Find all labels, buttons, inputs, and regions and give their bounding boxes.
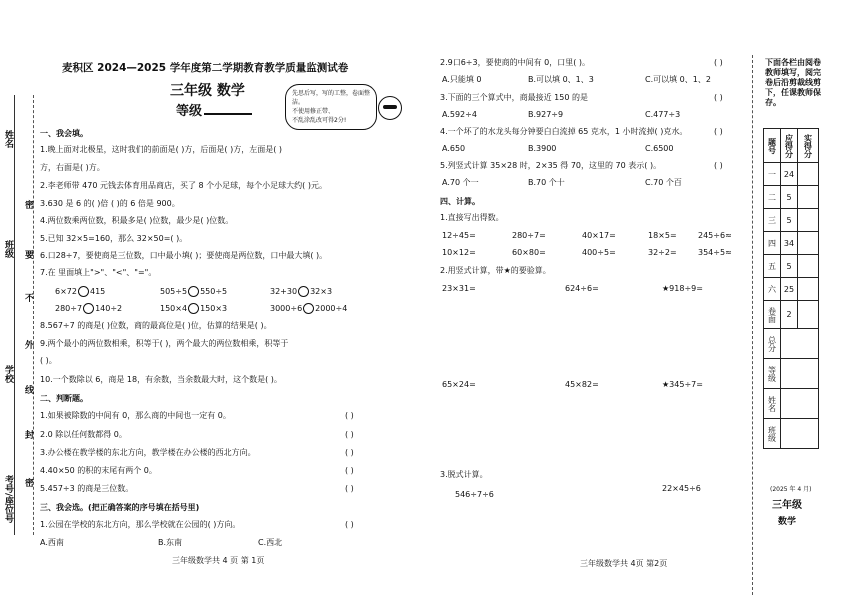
section-4-heading: 四、计算。 (440, 197, 480, 206)
score-row-no: 五 (764, 255, 781, 278)
seal-word: 密 (23, 200, 33, 209)
compare-item: 6×72 415 (55, 287, 106, 296)
question-5: 5.已知 32×5=160，那么 32×50=( )。 (40, 234, 188, 243)
direct-item: 32÷2= (648, 248, 677, 257)
section-1-heading: 一、我会填。 (40, 129, 88, 138)
choice-option: A.西南 (40, 538, 64, 547)
choice-paren: ( ) (345, 520, 354, 529)
judge-paren: ( ) (345, 448, 354, 457)
choice-option: B.3900 (528, 144, 557, 153)
question-8: 8.567÷7 的商是( )位数，商的最高位是( )位，估算的结果是( )。 (40, 321, 272, 330)
direct-item: 10×12= (442, 248, 476, 257)
choice-5: 5.列竖式计算 35×28 时，2×35 得 70，这里的 70 表示( )。 (440, 161, 662, 170)
choice-option: B.可以填 0、1、3 (528, 75, 594, 84)
step-item: 546÷7÷6 (455, 490, 494, 499)
score-header: 题号 (764, 129, 781, 163)
question-7: 7.在 里面填上">"、"<"、"="。 (40, 268, 157, 277)
direct-item: 400÷5= (582, 248, 616, 257)
student-class-value[interactable] (781, 419, 819, 449)
page-2-footer: 三年级数学共 4页 第2页 (580, 559, 668, 568)
school-label: 学校 (3, 365, 13, 383)
exam-title: 麦积区 2024—2025 学年度第二学期教育教学质量监测试卷 (62, 62, 349, 74)
vertical-calc-heading: 2.用竖式计算，带★的要验算。 (440, 266, 551, 275)
question-6: 6.口28÷7，要使商是三位数，口中最小填( )；要使商是两位数，口中最大填( )。 (40, 251, 328, 260)
compare-item: 3000÷6 2000÷4 (270, 304, 348, 313)
seal-word: 外 (23, 340, 33, 349)
choice-option: C.可以填 0、1、2 (645, 75, 711, 84)
question-4: 4.两位数乘两位数，积最多是( )位数，最少是( )位数。 (40, 216, 234, 225)
choice-3: 3.下面的三个算式中，商最接近 150 的是 (440, 93, 588, 102)
exam-date: (2025 年 4 月) (770, 486, 812, 493)
binding-rule-outer (14, 95, 15, 535)
question-1: 1.晚上面对北极星，这时我们的前面是( )方，后面是( )方，左面是( ) (40, 145, 282, 154)
choice-4: 4.一个坏了的水龙头每分钟要白白流掉 65 克水，1 小时流掉( )克水。 (440, 127, 688, 136)
reminder-line: 先思后写，写的工整，卷面整洁。 (292, 90, 371, 106)
question-1-cont: 方，右面是( )方。 (40, 163, 105, 172)
score-header: 实得分 (798, 129, 819, 163)
judge-item: 4.40×50 的积的末尾有两个 0。 (40, 466, 157, 475)
grade-label: 等级 (176, 100, 252, 119)
score-row-no: 一 (764, 163, 781, 186)
judge-item: 1.如果被除数的中间有 0，那么商的中间也一定有 0。 (40, 411, 231, 420)
score-row-points: 24 (781, 163, 798, 186)
choice-option: A.70 个一 (442, 178, 479, 187)
score-row-points: 5 (781, 209, 798, 232)
choice-paren: ( ) (714, 161, 723, 170)
choice-option: A.650 (442, 144, 466, 153)
question-3: 3.630 是 6 的( )倍 ( )的 6 倍是 900。 (40, 199, 180, 208)
student-class-label: 班级 (764, 419, 781, 449)
exam-no-label: 考号/座位号 (3, 475, 13, 524)
section-3-heading: 三、我会选。(把正确答案的序号填在括号里) (40, 503, 200, 512)
vertical-item: 45×82= (565, 380, 599, 389)
choice-option: A.592÷4 (442, 110, 477, 119)
score-row-earned[interactable] (798, 255, 819, 278)
compare-item: 150×4 150×3 (160, 304, 228, 313)
direct-item: 354÷5≈ (698, 248, 732, 257)
page-1-footer: 三年级数学共 4 页 第 1页 (172, 556, 265, 565)
direct-item: 12÷45= (442, 231, 476, 240)
score-row-earned[interactable] (798, 186, 819, 209)
compare-item: 505÷5 550÷5 (160, 287, 228, 296)
choice-option: C.6500 (645, 144, 674, 153)
judge-paren: ( ) (345, 484, 354, 493)
choice-paren: ( ) (714, 127, 723, 136)
level-label: 等级 (764, 359, 781, 389)
choice-option: B.70 个十 (528, 178, 565, 187)
reminder-bubble (285, 84, 377, 130)
choice-paren: ( ) (714, 93, 723, 102)
section-2-heading: 二、判断题。 (40, 394, 88, 403)
question-9-cont: ( )。 (40, 356, 57, 365)
score-table (763, 128, 819, 449)
direct-item: 40×17= (582, 231, 616, 240)
seal-word: 不 (23, 293, 33, 302)
score-row-points: 5 (781, 186, 798, 209)
class-label: 班级 (3, 240, 13, 258)
choice-option: A.只能填 0 (442, 75, 482, 84)
judge-item: 5.457÷3 的商是三位数。 (40, 484, 134, 493)
subject-title: 三年级 数学 (170, 83, 245, 99)
choice-paren: ( ) (714, 58, 723, 67)
student-name-value[interactable] (781, 389, 819, 419)
vertical-item: 23×31= (442, 284, 476, 293)
seal-word: 线 (23, 385, 33, 394)
question-2: 2.李老师带 470 元钱去体育用品商店，买了 8 个小足球，每个小足球大约( )元。 (40, 181, 327, 190)
score-row-earned[interactable] (798, 209, 819, 232)
compare-item: 280÷7 140÷2 (55, 304, 123, 313)
vertical-item: ★345÷7= (662, 380, 703, 389)
vertical-item: 624÷6= (565, 284, 599, 293)
score-row-no: 六 (764, 278, 781, 301)
judge-paren: ( ) (345, 430, 354, 439)
choice-option: C.西北 (258, 538, 283, 547)
side-grade: 三年级 (772, 500, 802, 511)
score-row-no: 三 (764, 209, 781, 232)
mascot-icon (378, 96, 402, 120)
name-label: 姓名 (3, 130, 13, 148)
direct-item: 18×5= (648, 231, 677, 240)
score-row-points: 2 (781, 301, 798, 329)
score-row-points: 25 (781, 278, 798, 301)
score-row-no: 卷面 (764, 301, 781, 329)
judge-paren: ( ) (345, 466, 354, 475)
judge-item: 3.办公楼在教学楼的东北方向，教学楼在办公楼的西北方向。 (40, 448, 256, 457)
choice-option: C.70 个百 (645, 178, 682, 187)
seal-word: 封 (23, 430, 33, 439)
student-name-label: 姓名 (764, 389, 781, 419)
direct-item: 60×80= (512, 248, 546, 257)
choice-1: 1.公园在学校的东北方向，那么学校就在公园的( )方向。 (40, 520, 241, 529)
question-9: 9.两个最小的两位数相乘，积等于( )，两个最大的两位数相乘，积等于 (40, 339, 289, 348)
vertical-item: 65×24= (442, 380, 476, 389)
total-value[interactable] (781, 329, 819, 359)
step-item: 22×45÷6 (662, 484, 701, 493)
score-header: 应得分 (781, 129, 798, 163)
seal-word: 要 (23, 250, 33, 259)
direct-item: 245÷6≈ (698, 231, 732, 240)
choice-option: B.东南 (158, 538, 183, 547)
direct-item: 280÷7= (512, 231, 546, 240)
score-row-earned[interactable] (798, 301, 819, 329)
choice-option: B.927÷9 (528, 110, 564, 119)
judge-paren: ( ) (345, 411, 354, 420)
total-label: 总分 (764, 329, 781, 359)
seal-word: 密 (23, 478, 33, 487)
binding-cut-line (33, 95, 34, 535)
compare-item: 32+30 32×3 (270, 287, 333, 296)
score-instruction: 下面各栏由阅卷教师填写，阅完卷后沿剪裁线剪下，任课教师保存。 (765, 58, 821, 107)
score-cut-line (752, 55, 753, 595)
choice-option: C.477÷3 (645, 110, 681, 119)
score-row-no: 二 (764, 186, 781, 209)
score-row-earned[interactable] (798, 278, 819, 301)
direct-calc-heading: 1.直接写出得数。 (440, 213, 504, 222)
score-row-earned[interactable] (798, 163, 819, 186)
question-10: 10.一个数除以 6，商是 18，有余数，当余数最大时，这个数是( )。 (40, 375, 282, 384)
score-row-earned[interactable] (798, 232, 819, 255)
judge-item: 2.0 除以任何数都得 0。 (40, 430, 127, 439)
choice-2: 2.9口6÷3，要使商的中间有 0，口里( )。 (440, 58, 591, 67)
step-calc-heading: 3.脱式计算。 (440, 470, 488, 479)
level-value[interactable] (781, 359, 819, 389)
score-row-points: 34 (781, 232, 798, 255)
score-row-no: 四 (764, 232, 781, 255)
vertical-item: ★918÷9= (662, 284, 703, 293)
reminder-line: 不使用修正带、 (292, 108, 335, 115)
reminder-line: 不乱涂乱改可得2分! (292, 117, 347, 124)
score-row-points: 5 (781, 255, 798, 278)
side-subject: 数学 (778, 517, 797, 527)
